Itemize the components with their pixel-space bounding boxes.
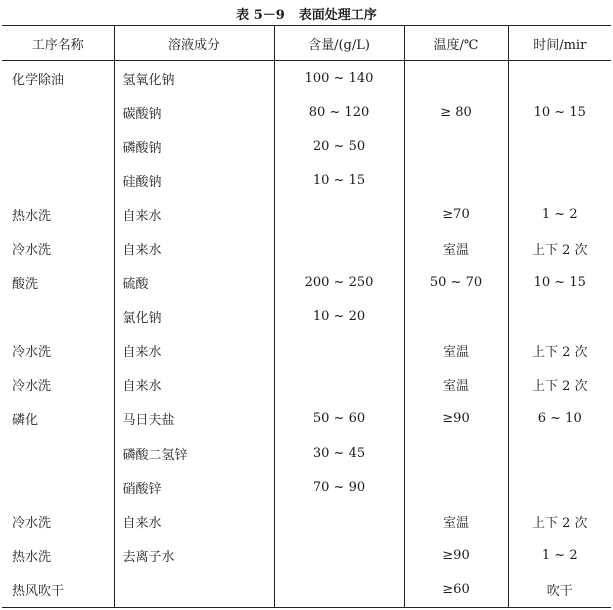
header-content: 含量/(g/L) bbox=[274, 26, 404, 61]
cell-time: 10 ~ 15 bbox=[508, 266, 611, 300]
table-caption bbox=[0, 4, 613, 23]
header-composition: 溶液成分 bbox=[114, 26, 274, 61]
cell-composition: 自来水 bbox=[114, 504, 274, 538]
cell-process bbox=[2, 129, 114, 163]
header-temperature: 温度/℃ bbox=[404, 26, 508, 61]
cell-composition: 自来水 bbox=[114, 197, 274, 231]
cell-content bbox=[274, 538, 404, 572]
cell-process: 冷水洗 bbox=[12, 515, 52, 531]
cell-content: 20 ~ 50 bbox=[274, 129, 404, 163]
cell-temperature bbox=[404, 436, 508, 470]
cell-time: 1 ~ 2 bbox=[508, 197, 611, 231]
cell-temperature: 室温 bbox=[404, 231, 508, 265]
table-row bbox=[2, 368, 611, 402]
table-body bbox=[2, 61, 611, 608]
table-row bbox=[2, 436, 611, 470]
cell-content bbox=[274, 572, 404, 607]
cell-content: 10 ~ 20 bbox=[274, 300, 404, 334]
cell-composition: 硝酸锌 bbox=[114, 470, 274, 504]
cell-composition: 磷酸二氢锌 bbox=[114, 436, 274, 470]
cell-process bbox=[2, 470, 114, 504]
cell-process: 热风吹干 bbox=[2, 572, 114, 607]
cell-content: 80 ~ 120 bbox=[274, 95, 404, 129]
cell-time bbox=[508, 163, 611, 197]
cell-time: 1 ~ 2 bbox=[508, 538, 611, 572]
cell-time: 上下 2 次 bbox=[508, 368, 611, 402]
table-row bbox=[2, 402, 611, 436]
cell-composition: 去离子水 bbox=[114, 538, 274, 572]
cell-content bbox=[274, 504, 404, 538]
table-row bbox=[2, 334, 611, 368]
cell-temperature: ≥ 80 bbox=[404, 95, 508, 129]
header-row bbox=[2, 26, 611, 61]
cell-content: 100 ~ 140 bbox=[274, 61, 404, 96]
cell-process: 化学除油 bbox=[12, 72, 65, 88]
cell-temperature bbox=[404, 470, 508, 504]
cell-time: 上下 2 次 bbox=[508, 334, 611, 368]
cell-time: 6 ~ 10 bbox=[508, 402, 611, 436]
table-row bbox=[2, 300, 611, 334]
table-row bbox=[2, 504, 611, 538]
cell-temperature bbox=[404, 61, 508, 96]
cell-content: 30 ~ 45 bbox=[274, 436, 404, 470]
cell-process: 冷水洗 bbox=[12, 243, 52, 259]
surface-treatment-table bbox=[2, 25, 611, 608]
table-row bbox=[2, 129, 611, 163]
cell-temperature: 50 ~ 70 bbox=[404, 266, 508, 300]
cell-time: 10 ~ 15 bbox=[508, 95, 611, 129]
cell-content bbox=[274, 368, 404, 402]
cell-process: 热水洗 bbox=[12, 208, 52, 224]
cell-composition: 磷酸钠 bbox=[114, 129, 274, 163]
cell-process bbox=[2, 163, 114, 197]
cell-composition: 氢氧化钠 bbox=[114, 61, 274, 96]
cell-time: 吹干 bbox=[508, 572, 611, 607]
cell-time bbox=[508, 129, 611, 163]
cell-temperature: 室温 bbox=[404, 368, 508, 402]
cell-process bbox=[2, 436, 114, 470]
cell-time bbox=[508, 470, 611, 504]
cell-composition: 硅酸钠 bbox=[114, 163, 274, 197]
cell-content bbox=[274, 197, 404, 231]
cell-temperature bbox=[404, 129, 508, 163]
table-row bbox=[2, 197, 611, 231]
cell-composition: 自来水 bbox=[114, 231, 274, 265]
cell-temperature: ≥90 bbox=[404, 402, 508, 436]
cell-content: 10 ~ 15 bbox=[274, 163, 404, 197]
cell-composition: 马日夫盐 bbox=[114, 402, 274, 436]
table-title: 表面处理工序 bbox=[298, 8, 377, 23]
cell-temperature: 室温 bbox=[404, 504, 508, 538]
cell-temperature: ≥60 bbox=[404, 572, 508, 607]
table-row bbox=[2, 231, 611, 265]
cell-temperature bbox=[404, 163, 508, 197]
cell-temperature: ≥70 bbox=[404, 197, 508, 231]
table-row bbox=[2, 95, 611, 129]
cell-time bbox=[508, 61, 611, 96]
table-number: 表 5－9 bbox=[236, 8, 285, 23]
cell-content: 200 ~ 250 bbox=[274, 266, 404, 300]
cell-temperature bbox=[404, 300, 508, 334]
cell-composition: 氯化钠 bbox=[114, 300, 274, 334]
cell-time bbox=[508, 436, 611, 470]
cell-process bbox=[2, 95, 114, 129]
cell-temperature: 室温 bbox=[404, 334, 508, 368]
header-process: 工序名称 bbox=[2, 26, 114, 61]
cell-process: 磷化 bbox=[12, 413, 39, 429]
cell-composition: 碳酸钠 bbox=[114, 95, 274, 129]
header-time: 时间/mir bbox=[508, 26, 611, 61]
cell-composition: 自来水 bbox=[114, 368, 274, 402]
cell-composition: 自来水 bbox=[114, 334, 274, 368]
cell-composition: 硫酸 bbox=[114, 266, 274, 300]
cell-content bbox=[274, 334, 404, 368]
table-row bbox=[2, 538, 611, 572]
table-row bbox=[2, 163, 611, 197]
cell-content: 70 ~ 90 bbox=[274, 470, 404, 504]
cell-content bbox=[274, 231, 404, 265]
cell-process: 酸洗 bbox=[12, 277, 39, 293]
cell-content: 50 ~ 60 bbox=[274, 402, 404, 436]
table-row bbox=[2, 266, 611, 300]
cell-time bbox=[508, 300, 611, 334]
cell-composition bbox=[114, 572, 274, 607]
cell-process bbox=[2, 300, 114, 334]
cell-process: 冷水洗 bbox=[12, 345, 52, 361]
cell-time: 上下 2 次 bbox=[508, 504, 611, 538]
table-row bbox=[2, 572, 611, 607]
cell-process: 冷水洗 bbox=[12, 379, 52, 395]
table-row bbox=[2, 470, 611, 504]
table-row bbox=[2, 61, 611, 96]
cell-process: 热水洗 bbox=[12, 549, 52, 565]
cell-temperature: ≥90 bbox=[404, 538, 508, 572]
cell-time: 上下 2 次 bbox=[508, 231, 611, 265]
